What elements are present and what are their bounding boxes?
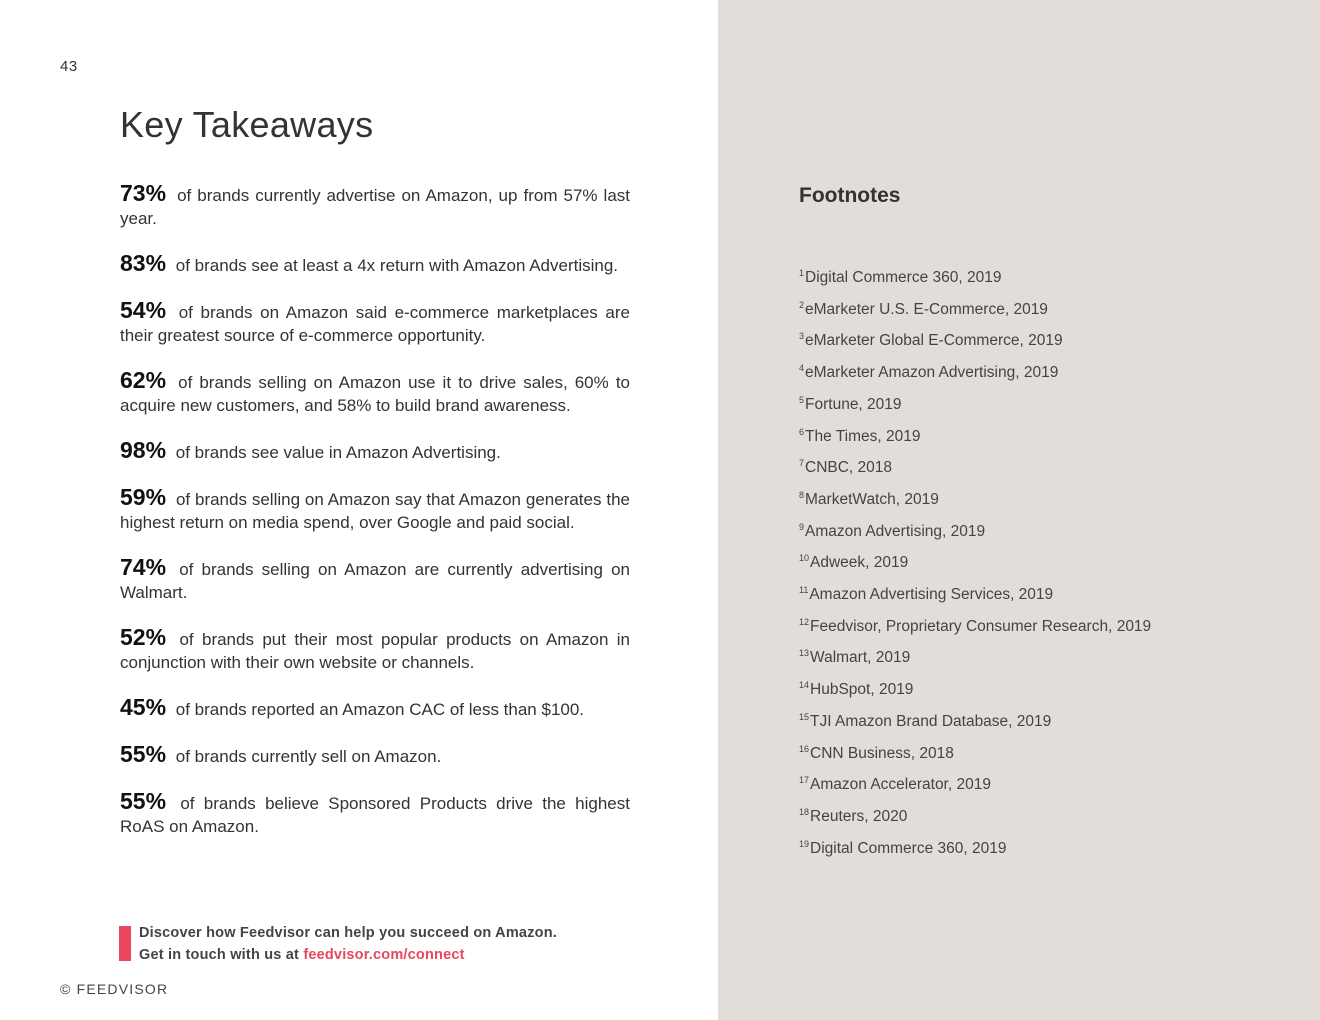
takeaway-item <box>120 743 630 768</box>
footnote-item <box>799 260 1151 292</box>
takeaway-percent: 83% <box>120 250 167 276</box>
footnote-number: 16 <box>799 743 810 754</box>
takeaway-text: of brands believe Sponsored Products drive the highest RoAS on Amazon. <box>120 794 630 836</box>
footnote-number: 2 <box>799 299 805 310</box>
footnote-text: CNN Business, 2018 <box>810 744 954 762</box>
footnote-number: 12 <box>799 616 810 627</box>
takeaway-text: of brands selling on Amazon say that Amazon generates the highest return on media spend, over Google and paid social. <box>120 490 630 532</box>
takeaway-text: of brands on Amazon said e-commerce marketplaces are their greatest source of e-commerce opportunity. <box>120 303 630 345</box>
cta-line-1: Discover how Feedvisor can help you succeed on Amazon. <box>139 925 557 941</box>
footnote-number: 15 <box>799 711 810 722</box>
footnote-number: 4 <box>799 363 805 374</box>
footnote-text: CNBC, 2018 <box>805 459 893 477</box>
footnote-text: Amazon Advertising, 2019 <box>805 522 986 540</box>
footnote-number: 17 <box>799 775 810 786</box>
footnote-text: HubSpot, 2019 <box>810 681 914 699</box>
footnote-item <box>799 387 1151 419</box>
cta-line-2 <box>139 944 557 966</box>
footnote-number: 18 <box>799 806 810 817</box>
footnote-text: Walmart, 2019 <box>810 649 911 667</box>
footnote-text: Digital Commerce 360, 2019 <box>805 269 1002 286</box>
takeaway-text: of brands currently sell on Amazon. <box>175 747 442 766</box>
footnote-text: The Times, 2019 <box>805 427 921 445</box>
takeaway-text: of brands currently advertise on Amazon, up from 57% last year. <box>120 186 630 228</box>
footnote-item <box>799 609 1151 641</box>
footnote-number: 13 <box>799 648 810 659</box>
footnote-text: Amazon Advertising Services, 2019 <box>809 586 1054 604</box>
accent-bar <box>119 926 131 961</box>
copyright: © FEEDVISOR <box>60 981 169 997</box>
takeaway-percent: 54% <box>120 297 167 323</box>
footnote-number: 3 <box>799 331 805 342</box>
footnote-number: 6 <box>799 426 805 437</box>
takeaway-item <box>120 369 630 417</box>
call-to-action <box>119 922 557 966</box>
takeaway-text: of brands see value in Amazon Advertising. <box>175 443 501 462</box>
footnote-item <box>799 514 1151 546</box>
footnote-item <box>799 482 1151 514</box>
footnote-text: eMarketer Global E-Commerce, 2019 <box>805 332 1063 350</box>
cta-line-2-prefix: Get in touch with us at <box>139 947 300 963</box>
takeaway-text: of brands selling on Amazon are currently advertising on Walmart. <box>120 560 630 602</box>
takeaway-item <box>120 182 630 230</box>
takeaway-item <box>120 486 630 534</box>
footnote-number: 9 <box>799 521 805 532</box>
takeaway-item <box>120 252 630 277</box>
footnote-item <box>799 672 1151 704</box>
takeaway-item <box>120 696 630 721</box>
takeaway-item <box>120 626 630 674</box>
footnote-text: eMarketer Amazon Advertising, 2019 <box>805 364 1059 382</box>
footnote-item <box>799 292 1151 324</box>
footnotes-panel <box>718 0 1320 1020</box>
takeaway-percent: 62% <box>120 367 167 393</box>
page-title: Key Takeaways <box>120 104 374 145</box>
takeaway-percent: 73% <box>120 180 167 206</box>
takeaway-percent: 55% <box>120 741 167 767</box>
takeaway-item <box>120 439 630 464</box>
footnote-number: 8 <box>799 489 805 500</box>
footnote-item <box>799 577 1151 609</box>
footnote-item <box>799 323 1151 355</box>
connect-link[interactable]: feedvisor.com/connect <box>303 947 465 963</box>
takeaway-text: of brands see at least a 4x return with Amazon Advertising. <box>175 256 619 275</box>
footnote-text: MarketWatch, 2019 <box>805 490 939 508</box>
page-number: 43 <box>60 58 78 75</box>
footnotes-title: Footnotes <box>799 184 901 207</box>
footnote-number: 19 <box>799 838 810 849</box>
footnote-item <box>799 450 1151 482</box>
takeaway-percent: 98% <box>120 437 167 463</box>
takeaway-percent: 52% <box>120 624 167 650</box>
footnote-item <box>799 355 1151 387</box>
footnote-text: Reuters, 2020 <box>810 807 908 825</box>
footnote-text: Amazon Accelerator, 2019 <box>810 776 991 794</box>
footnote-number: 11 <box>799 585 809 596</box>
footnote-item <box>799 799 1151 831</box>
footnote-text: TJI Amazon Brand Database, 2019 <box>810 712 1052 730</box>
takeaway-percent: 59% <box>120 484 167 510</box>
footnote-item <box>799 640 1151 672</box>
cta-text <box>139 922 557 966</box>
takeaway-item <box>120 790 630 838</box>
footnotes-list <box>799 260 1151 862</box>
footnote-item <box>799 831 1151 863</box>
footnote-text: Adweek, 2019 <box>810 554 909 572</box>
footnote-number: 10 <box>799 553 810 564</box>
takeaway-percent: 45% <box>120 694 167 720</box>
footnote-item <box>799 419 1151 451</box>
takeaway-percent: 74% <box>120 554 167 580</box>
footnote-text: eMarketer U.S. E-Commerce, 2019 <box>805 300 1048 318</box>
footnote-item <box>799 545 1151 577</box>
takeaway-text: of brands selling on Amazon use it to drive sales, 60% to acquire new customers, and 58% to build brand awareness. <box>120 373 630 415</box>
takeaway-item <box>120 299 630 347</box>
footnote-text: Feedvisor, Proprietary Consumer Research, 2019 <box>810 617 1152 635</box>
footnote-text: Fortune, 2019 <box>805 395 902 413</box>
footnote-item <box>799 704 1151 736</box>
footnote-text: Digital Commerce 360, 2019 <box>810 839 1007 857</box>
footnote-number: 1 <box>799 268 805 278</box>
footnote-number: 7 <box>799 458 805 469</box>
footnote-item <box>799 767 1151 799</box>
takeaway-text: of brands put their most popular products on Amazon in conjunction with their own website or channels. <box>120 630 631 672</box>
footnote-item <box>799 736 1151 768</box>
footnote-number: 5 <box>799 394 805 405</box>
takeaway-item <box>120 556 630 604</box>
footnote-number: 14 <box>799 680 810 691</box>
takeaways-list <box>120 182 630 860</box>
takeaway-text: of brands reported an Amazon CAC of less than $100. <box>175 700 585 719</box>
takeaway-percent: 55% <box>120 788 167 814</box>
